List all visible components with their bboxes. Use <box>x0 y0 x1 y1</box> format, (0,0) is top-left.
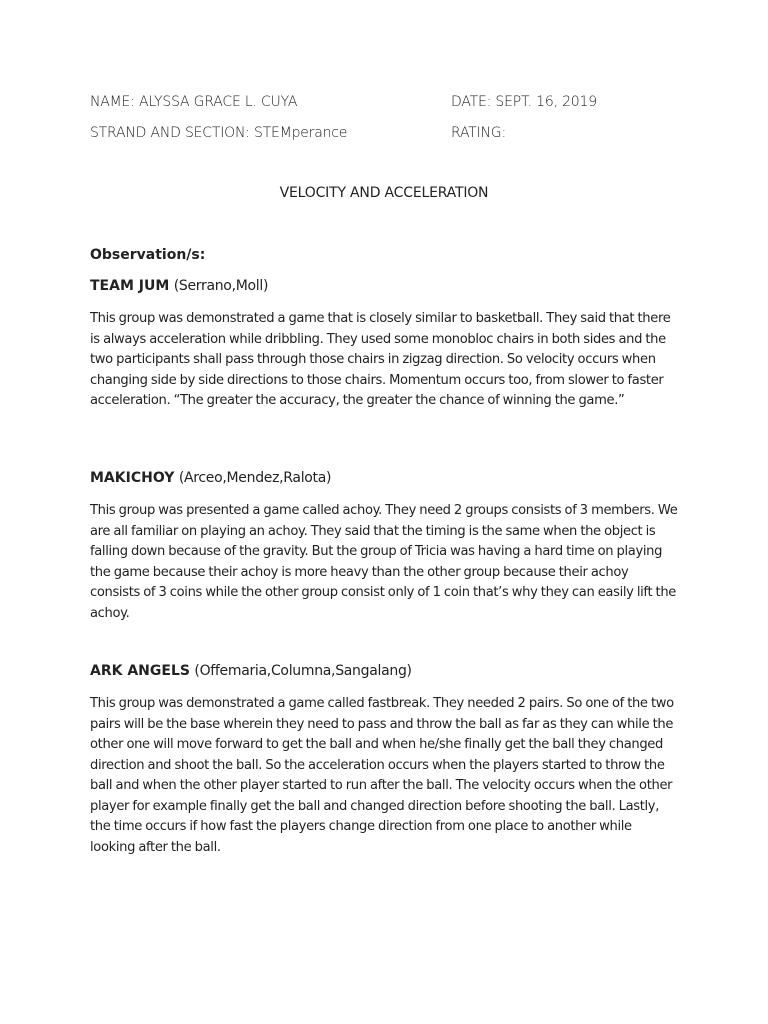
group-heading <box>90 276 680 296</box>
group-heading <box>90 661 680 681</box>
group-name: ARK ANGELS <box>90 663 190 679</box>
date-field: DATE: SEPT. 16, 2019 <box>451 94 597 110</box>
rating-field: RATING: <box>451 125 506 141</box>
group-section-ark-angels <box>90 661 680 858</box>
group-observation-text: This group was demonstrated a game that is closely similar to basketball. They said that there is always acceleration while dribbling. They used some monobloc chairs in both sides and the two participants shall pass through those chairs in zigzag direction. So velocity occurs when changing side by side directions to those chairs. Momentum occurs too, from slower to faster acceleration. “The greater the accuracy, the greater the chance of winning the game.” <box>90 311 671 408</box>
group-members: (Offemaria,Columna,Sangalang) <box>194 663 412 679</box>
document-title: VELOCITY AND ACCELERATION <box>279 185 489 201</box>
group-members: (Arceo,Mendez,Ralota) <box>178 470 332 486</box>
strand-section-field: STRAND AND SECTION: STEMperance <box>90 125 348 141</box>
observation-heading: Observation/s: <box>90 247 206 263</box>
group-observation-text: This group was demonstrated a game called fastbreak. They needed 2 pairs. So one of the two pairs will be the base wherein they need to pass and throw the ball as far as they can while the other one will move forward to get the ball and when he/she finally get the ball they changed direction and shoot the ball. So the acceleration occurs when the players started to throw the ball and when the other player started to run after the ball. The velocity occurs when the other player for example finally get the ball and changed direction before shooting the ball. Lastly, the time occurs if how fast the players change direction from one place to another while looking after the ball. <box>90 696 674 855</box>
group-members: (Serrano,Moll) <box>173 278 269 294</box>
group-section-team-jum <box>90 276 680 412</box>
group-name: TEAM JUM <box>90 278 170 294</box>
group-observation-text: This group was presented a game called achoy. They need 2 groups consists of 3 members. We are all familiar on playing an achoy. They said that the timing is the same when the object is falling down because of the gravity. But the group of Tricia was having a hard time on playing the game because their achoy is more heavy than the other group because their achoy consists of 3 coins while the other group consist only of 1 coin that’s why they can easily lift the achoy. <box>90 503 678 621</box>
group-name: MAKICHOY <box>90 470 175 486</box>
group-section-makichoy <box>90 468 680 624</box>
name-field: NAME: ALYSSA GRACE L. CUYA <box>90 94 298 110</box>
group-heading <box>90 468 680 488</box>
